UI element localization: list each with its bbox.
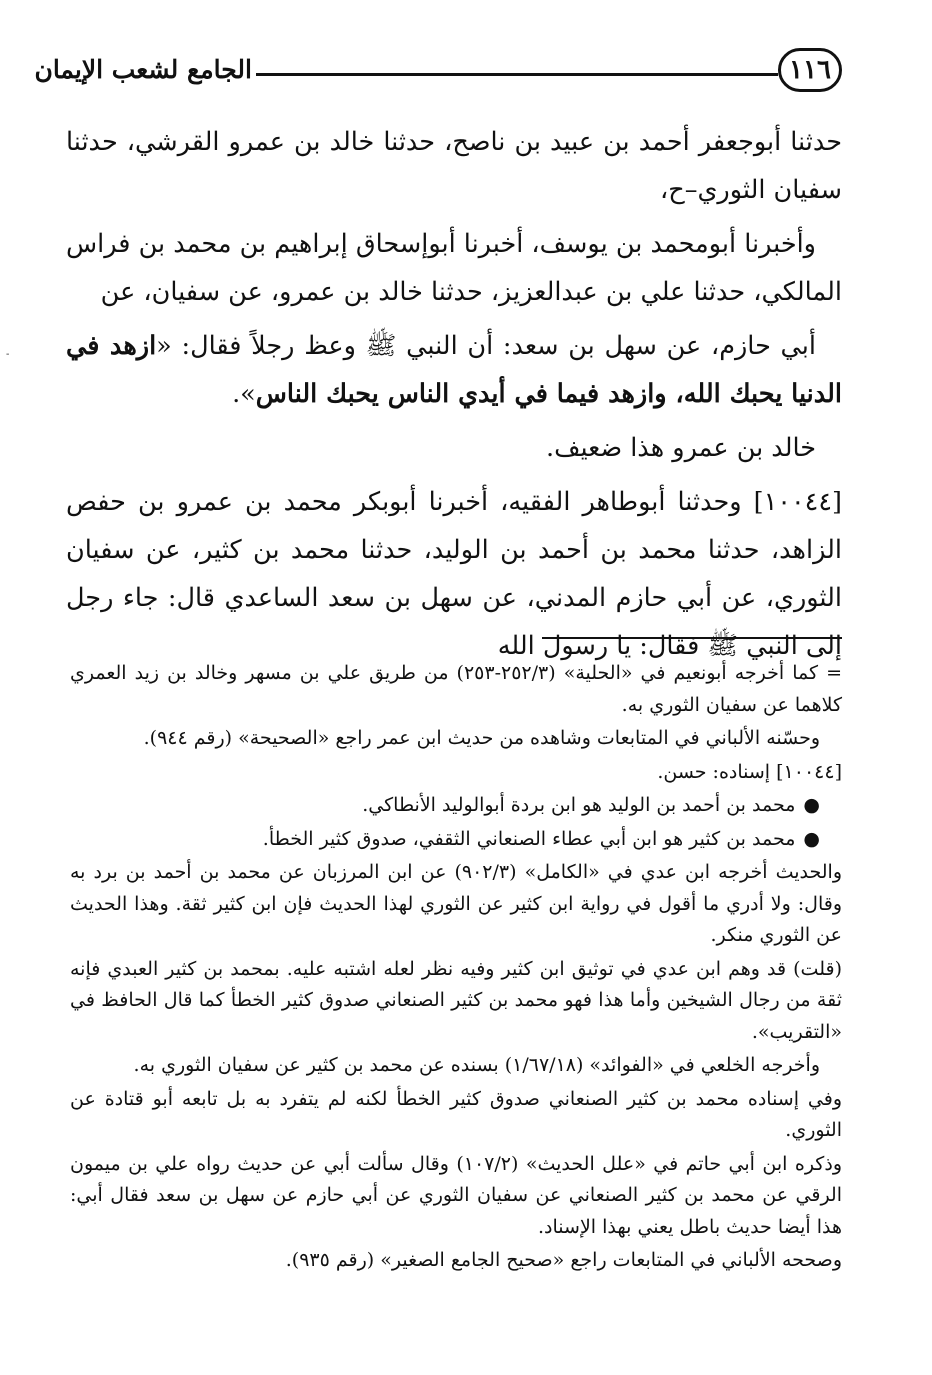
footnote-3: [١٠٠٤٤] إسناده: حسن. <box>657 760 842 783</box>
footnote-5: (قلت) قد وهم ابن عدي في توثيق ابن كثير وفيه نظر لعله اشتبه عليه. بمحمد بن كثير العبدي فإنه ثقة من رجال الشيخين وأما هذا فهو محمد بن كثير الصنعاني صدوق كثير الخطأ كما قال الحافظ في «التقريب». <box>70 957 842 1043</box>
bullet-text: محمد بن كثير هو ابن أبي عطاء الصنعاني الثقفي، صدوق كثير الخطأ. <box>262 827 796 850</box>
hadith-close: ». <box>232 379 256 409</box>
main-paragraph-4: خالد بن عمرو هذا ضعيف. <box>545 433 816 463</box>
footnotes <box>70 658 842 1279</box>
main-paragraph-3 <box>66 322 842 418</box>
header-rule <box>256 73 778 76</box>
footnote-9: وصححه الألباني في المتابعات راجع «صحيح الجامع الصغير» (رقم ٩٣٥). <box>285 1249 842 1271</box>
footnote-4: والحديث أخرجه ابن عدي في «الكامل» (٩٠٢/٣) عن ابن المرزبان عن محمد بن أحمد بن برد به وقال: ولا أدري ما أقول في رواية ابن كثير عن الثوري لهذا الحديث فإن ابن كثير ثقة. وهذا الحديث عن الثوري منكر. <box>70 861 842 946</box>
hadith-text: ازهد في الدنيا يحبك الله، وازهد فيما في أيدي الناس يحبك الناس <box>66 331 842 409</box>
bullet-icon: ● <box>803 827 820 850</box>
page-number: ١١٦ <box>778 48 842 92</box>
footnote-bullet-2 <box>70 824 842 856</box>
margin-mark: - <box>6 349 10 360</box>
page-header <box>34 44 842 104</box>
footnote-1: = كما أخرجه أبونعيم في «الحلية» (٢٥٢/٣-٢٥٣) من طريق علي بن مسهر وخالد بن زيد العمري كلاهما عن سفيان الثوري به. <box>70 662 842 716</box>
book-title: الجامع لشعب الإيمان <box>34 55 252 84</box>
hadith-intro: أبي حازم، عن سهل بن سعد: أن النبي ﷺ وعظ رجلاً فقال: « <box>156 331 816 361</box>
main-text <box>66 118 842 676</box>
bullet-icon: ● <box>803 794 820 816</box>
footnote-2: وحسّنه الألباني في المتابعات وشاهده من حديث ابن عمر راجع «الصحيحة» (رقم ٩٤٤). <box>143 727 820 749</box>
main-paragraph-2: وأخبرنا أبومحمد بن يوسف، أخبرنا أبوإسحاق إبراهيم بن محمد بن فراس المالكي، حدثنا علي بن عبدالعزيز، حدثنا خالد بن عمرو، عن سفيان، عن <box>66 229 842 307</box>
main-paragraph-5: [١٠٠٤٤] وحدثنا أبوطاهر الفقيه، أخبرنا أبوبكر محمد بن عمرو بن حفص الزاهد، حدثنا محمد بن أحمد بن الوليد، حدثنا محمد بن كثير، عن سفيان الثوري، عن أبي حازم المدني، عن سهل بن سعد الساعدي قال: جاء رجل إلى النبي ﷺ فقال: يا رسول الله <box>66 487 842 661</box>
bullet-text: محمد بن أحمد بن الوليد هو ابن بردة أبوالوليد الأنطاكي. <box>362 794 796 816</box>
footnote-bullet-1 <box>70 790 842 822</box>
main-paragraph-1: حدثنا أبوجعفر أحمد بن عبيد بن ناصح، حدثنا خالد بن عمرو القرشي، حدثنا سفيان الثوري–ح، <box>66 127 842 205</box>
footnote-8: وذكره ابن أبي حاتم في «علل الحديث» (١٠٧/٢) وقال سألت أبي عن حديث رواه علي بن ميمون الرقي عن محمد بن كثير الصنعاني عن سفيان الثوري عن أبي حازم عن سهل بن سعد فقال أبي: هذا أيضا حديث باطل يعني بهذا الإسناد. <box>70 1152 842 1238</box>
footnote-7: وفي إسناده محمد بن كثير الصنعاني صدوق كثير الخطأ لكنه لم يتفرد به بل تابعه أبو قتادة عن الثوري. <box>70 1087 842 1141</box>
footnote-6: وأخرجه الخلعي في «الفوائد» (١/٦٧/١٨) بسنده عن محمد بن كثير عن سفيان الثوري به. <box>133 1054 820 1076</box>
footnote-separator <box>542 637 842 639</box>
